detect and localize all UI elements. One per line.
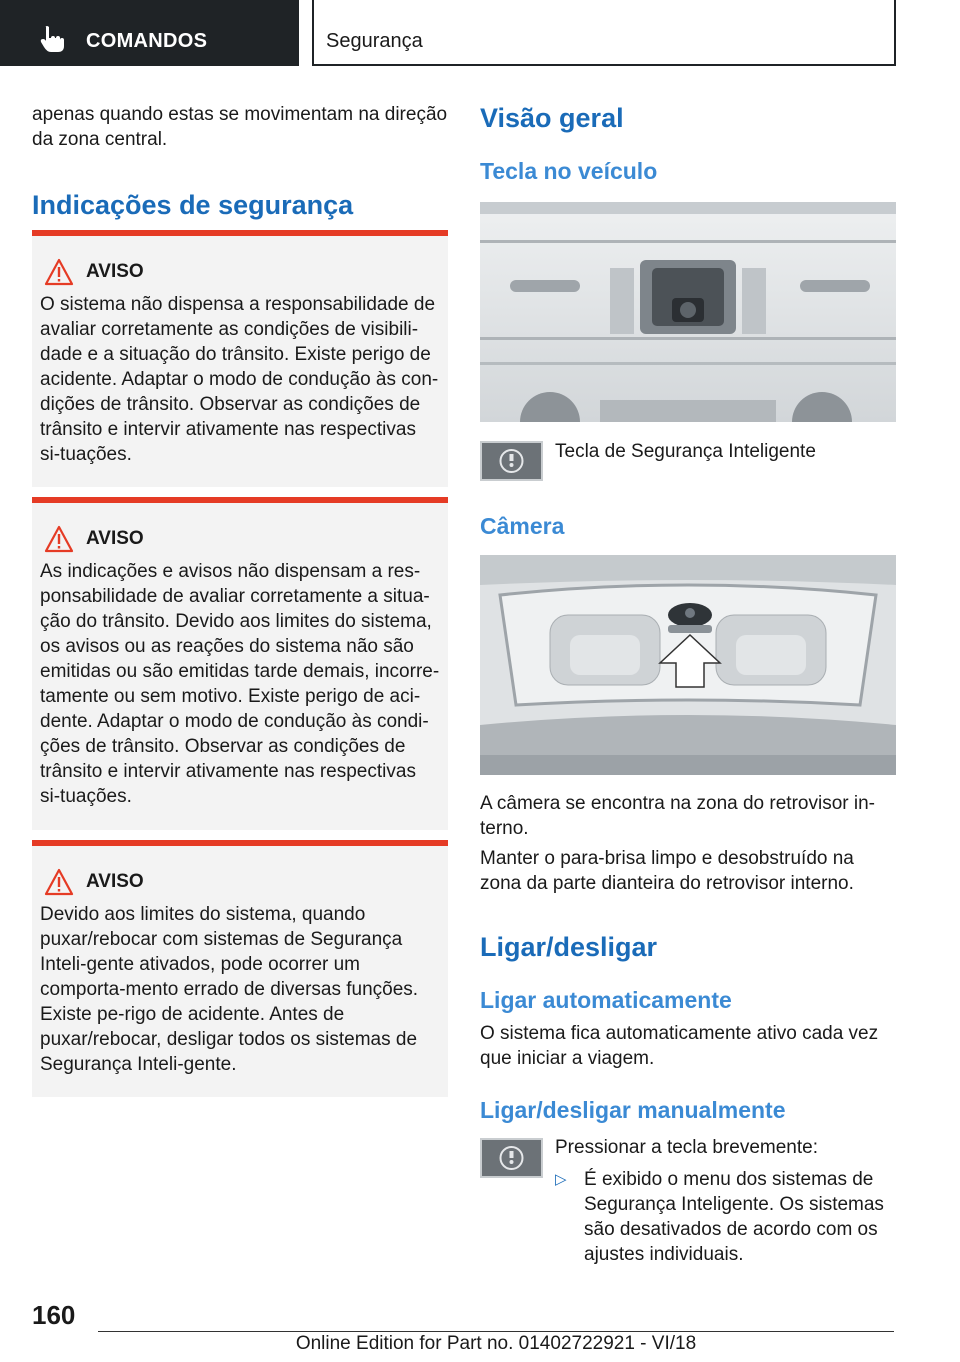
footer-edition: Online Edition for Part no. 01402722921 - VI/18 — [295, 1333, 697, 1354]
footer-divider — [98, 1331, 894, 1332]
warning-title: AVISO — [86, 528, 144, 549]
overview-heading: Visão geral — [480, 103, 624, 133]
warning-title: AVISO — [86, 261, 144, 282]
manual-heading: Ligar/desligar manualmente — [480, 1097, 786, 1123]
warning-triangle-icon — [44, 258, 74, 286]
chapter-title: Segurança — [326, 30, 423, 52]
onoff-heading: Ligar/desligar — [480, 932, 658, 962]
warning-box — [32, 840, 448, 1097]
safety-button-image — [480, 441, 543, 481]
bullet-text: É exibido o menu dos sistemas de Segurança Inteligente. Os sistemas são desativados de acordo com os ajustes individuais. — [584, 1169, 884, 1265]
chapter-tab — [312, 0, 896, 66]
warning-text: As indicações e avisos não dispensam a res-ponsabilidade de avaliar corretamente a situa-ção do trânsito. Devido aos limites do sistema, os avisos ou as reações do sistema não são emitidas ou são emitidas tarde demais, incorre-tamente ou sem motivo. Existe perigo de aci-dente. Adaptar o modo de condução às condi-ções de trânsito. Observar as condições de trânsito e intervir ativamente nas respectivas si-tuações. — [40, 561, 440, 807]
warning-title: AVISO — [86, 871, 144, 892]
page-number: 160 — [32, 1300, 76, 1330]
warning-box — [32, 230, 448, 487]
section-tab — [0, 0, 299, 66]
safety-button-image — [480, 1138, 543, 1178]
key-caption: Tecla de Segurança Inteligente — [555, 441, 816, 462]
bullet-marker: ▷ — [555, 1171, 567, 1188]
auto-heading: Ligar automaticamente — [480, 987, 732, 1013]
warning-triangle-icon — [44, 525, 74, 553]
camera-heading: Câmera — [480, 513, 565, 539]
manual-text: Pressionar a tecla brevemente: — [555, 1137, 818, 1158]
auto-text: O sistema fica automaticamente ativo cada vez que iniciar a viagem. — [480, 1023, 879, 1069]
warning-box — [32, 497, 448, 830]
camera-clean-text: Manter o para-brisa limpo e desobstruído na zona da parte dianteira do retrovisor interno. — [480, 848, 854, 894]
safety-heading: Indicações de segurança — [32, 190, 354, 220]
warning-text: O sistema não dispensa a responsabilidade de avaliar corretamente as condições de visibili-dade e a situação do trânsito. Existe perigo de acidente. Adaptar o modo de condução às con-dições de trânsito. Observar as condições de trânsito e intervir ativamente nas respectivas si-tuações. — [40, 294, 439, 465]
windshield-camera-photo — [480, 555, 896, 775]
dashboard-button-photo — [480, 202, 896, 422]
warning-triangle-icon — [44, 868, 74, 896]
warning-text: Devido aos limites do sistema, quando puxar/rebocar com sistemas de Segurança Inteli-gente ativados, pode ocorrer um comporta-mento errado de diversas funções. Existe pe-rigo de acidente. Antes de puxar/rebocar, desligar todos os sistemas de Segurança Inteli-gente. — [40, 904, 419, 1075]
camera-location-text: A câmera se encontra na zona do retrovisor in-terno. — [480, 793, 875, 839]
intro-paragraph: apenas quando estas se movimentam na direção da zona central. — [32, 104, 448, 150]
pointing-hand-icon — [36, 24, 66, 54]
key-heading: Tecla no veículo — [480, 158, 658, 184]
section-title: COMANDOS — [86, 30, 208, 52]
left-column — [32, 102, 448, 221]
